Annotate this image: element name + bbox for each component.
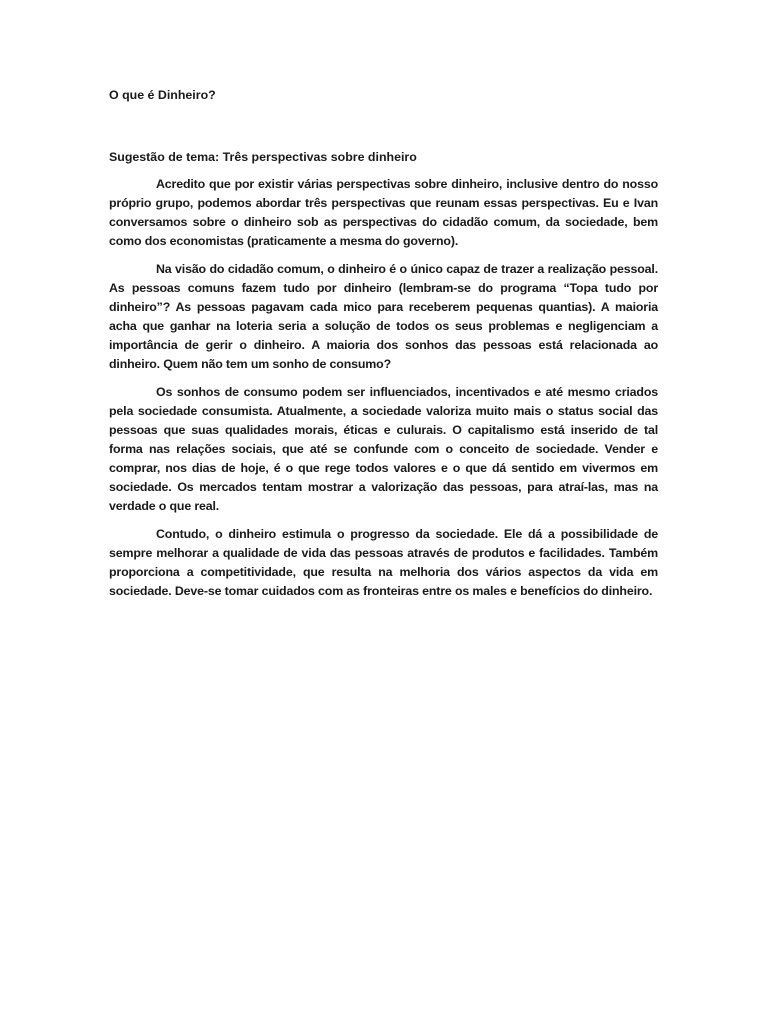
theme-suggestion: Sugestão de tema: Três perspectivas sobre dinheiro <box>109 150 417 164</box>
paragraph-intro: Acredito que por existir várias perspectivas sobre dinheiro, inclusive dentro do nosso próprio grupo, podemos abordar três perspectivas que reunam essas perspectivas. Eu e Ivan conversamos sobre o dinheiro sob as perspectivas do cidadão comum, da sociedade, bem como dos economistas (praticamente a mesma do governo). <box>109 177 658 248</box>
paragraph-conclusion: Contudo, o dinheiro estimula o progresso da sociedade. Ele dá a possibilidade de sempre melhorar a qualidade de vida das pessoas através de produtos e facilidades. Também proporciona a competitividade, que resulta na melhoria dos vários aspectos da vida em sociedade. Deve-se tomar cuidados com as fronteiras entre os males e benefícios do dinheiro. <box>109 527 658 598</box>
document-body <box>109 86 658 601</box>
paragraph-common-citizen: Na visão do cidadão comum, o dinheiro é o único capaz de trazer a realização pessoal. As pessoas comuns fazem tudo por dinheiro (lembram-se do programa “Topa tudo por dinheiro”? As pessoas pagavam cada mico para receberem pequenas quantias). A maioria acha que ganhar na loteria seria a solução de todos os seus problemas e negligenciam a importância de gerir o dinheiro. A maioria dos sonhos das pessoas está relacionada ao dinheiro. Quem não tem um sonho de consumo? <box>109 262 658 371</box>
document-title: O que é Dinheiro? <box>109 88 216 102</box>
paragraph-society: Os sonhos de consumo podem ser influenciados, incentivados e até mesmo criados pela sociedade consumista. Atualmente, a sociedade valoriza muito mais o status social das pessoas que suas qualidades morais, éticas e culurais. O capitalismo está inserido de tal forma nas relações sociais, que até se confunde com o conceito de sociedade. Vender e comprar, nos dias de hoje, é o que rege todos valores e o que dá sentido em vivermos em sociedade. Os mercados tentam mostrar a valorização das pessoas, para atraí-las, mas na verdade o que real. <box>109 385 658 513</box>
